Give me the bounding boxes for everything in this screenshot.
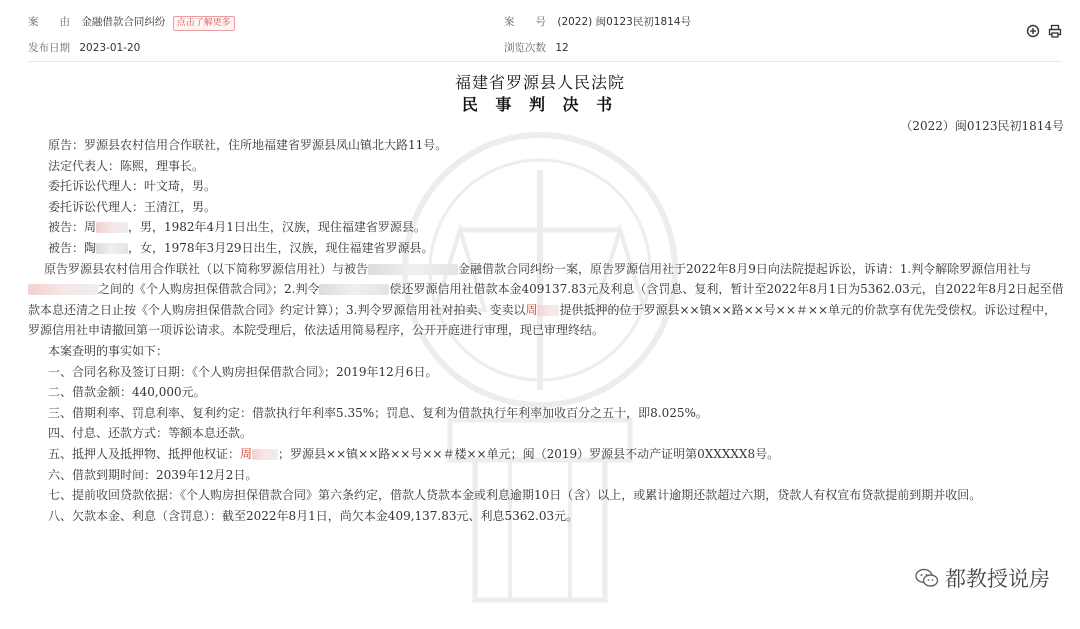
document-type: 民 事 判 决 书 <box>461 95 619 114</box>
redaction-mark <box>96 222 128 233</box>
redaction-mark <box>96 243 128 254</box>
fact-4: 四、付息、还款方式：等额本息还款。 <box>48 426 253 441</box>
case-number-label: 案 号 <box>504 16 546 28</box>
fact-5 <box>28 444 1068 465</box>
claims-part-5: 提供抵押的位于罗源县××镇××路××号××＃××单元的价款享有优先受偿权。诉讼过程中，罗源信用社申请撤回第一项诉讼请求。本院受理后，依法适用简易程序，公开开庭进行审理，现已审理终结。 <box>28 302 1057 338</box>
header-divider <box>28 61 1062 62</box>
view-count-row <box>504 40 569 55</box>
claims-part-3: 之间的《个人购房担保借款合同》；2.判令 <box>98 282 320 297</box>
defendant-1-rest: ，男，1982年4月1日出生，汉族，现住福建省罗源县。 <box>128 220 426 235</box>
publish-date-value: 2023-01-20 <box>79 42 141 54</box>
fact-8: 八、欠款本金、利息（含罚息）：截至2022年8月1日，尚欠本金409,137.83元、利息5362.03元。 <box>48 508 579 523</box>
defendant-1-prefix: 被告：周 <box>48 220 97 235</box>
redaction-mark <box>368 264 458 275</box>
agent-line-2: 委托诉讼代理人：王清江，男。 <box>48 199 217 214</box>
judgment-body <box>28 135 1068 526</box>
fact-5-rest: ；罗源县××镇××路××号××＃楼××单元；闽（2019）罗源县不动产证明第0XXXXX8号。 <box>278 446 780 461</box>
agent-line-1: 委托诉讼代理人：叶文琦，男。 <box>48 179 217 194</box>
redaction-mark <box>28 284 98 295</box>
fact-5-label: 五、抵押人及抵押物、抵押他权证： <box>48 446 241 461</box>
learn-more-tag[interactable]: 点击了解更多 <box>173 16 235 31</box>
plaintiff-line: 原告：罗源县农村信用合作联社，住所地福建省罗源县凤山镇北大路11号。 <box>48 138 448 152</box>
defendant-2-rest: ，女，1978年3月29日出生，汉族，现住福建省罗源县。 <box>128 240 434 255</box>
claims-redacted-name: 周 <box>525 302 538 317</box>
case-cause-label: 案 由 <box>28 16 70 28</box>
fact-2: 二、借款金额：440,000元。 <box>48 385 206 400</box>
case-cause-value[interactable]: 金融借款合同纠纷 <box>81 16 166 28</box>
fact-5-name: 周 <box>240 446 253 461</box>
document-case-number: （2022）闽0123民初1814号 <box>900 119 1064 133</box>
court-name: 福建省罗源县人民法院 <box>454 73 625 92</box>
publish-date-label: 发布日期 <box>28 42 70 54</box>
watermark-text: 都教授说房 <box>945 567 1050 591</box>
claims-paragraph <box>28 259 1068 341</box>
redaction-mark <box>252 449 278 460</box>
defendant-line-2 <box>28 238 1068 259</box>
redaction-mark <box>319 284 389 295</box>
fact-6: 六、借款到期时间：2039年12月2日。 <box>48 467 258 482</box>
facts-heading: 本案查明的事实如下： <box>48 343 169 358</box>
print-icon[interactable] <box>1048 24 1062 38</box>
case-cause-row <box>28 14 235 31</box>
claims-part-4: 偿还罗源信用社借款本金409137.83元及利息（含罚息、复利，暂计至2022年8月1日为5362.03元，自2022年8月2日起至借款本息还清之日止按《个人购房担保借款合同》约定计算）；3.判令罗源信用社对拍卖、变卖以 <box>28 282 1064 317</box>
case-number-value: (2022) 闽0123民初1814号 <box>557 16 692 28</box>
publish-date-row <box>28 40 140 55</box>
wechat-icon <box>915 567 939 589</box>
fact-7: 七、提前收回贷款依据：《个人购房担保借款合同》第六条约定，借款人贷款本金或利息逾期10日（含）以上，或累计逾期还款超过六期，贷款人有权宣布贷款提前到期并收回。 <box>48 488 982 503</box>
add-icon[interactable] <box>1026 24 1040 38</box>
legal-rep-line: 法定代表人：陈熙，理事长。 <box>48 158 205 173</box>
account-watermark <box>915 563 1050 593</box>
fact-3: 三、借期利率、罚息利率、复利约定：借款执行年利率5.35%；罚息、复利为借款执行年利率加收百分之五十，即8.025%。 <box>48 405 708 420</box>
redaction-mark <box>537 305 559 316</box>
view-count-label: 浏览次数 <box>504 42 546 54</box>
case-number-row <box>504 14 691 29</box>
view-count-value: 12 <box>555 42 569 54</box>
claims-part-1: 原告罗源县农村信用合作联社（以下简称罗源信用社）与被告 <box>44 261 369 276</box>
header-tools <box>1026 23 1062 38</box>
defendant-2-prefix: 被告：陶 <box>48 240 97 255</box>
fact-1: 一、合同名称及签订日期：《个人购房担保借款合同》；2019年12月6日。 <box>48 364 438 379</box>
claims-part-2: 金融借款合同纠纷一案，原告罗源信用社于2022年8月9日向法院提起诉讼，诉请：1.判令解除罗源信用社与 <box>458 261 1032 276</box>
defendant-line-1 <box>28 217 1068 238</box>
